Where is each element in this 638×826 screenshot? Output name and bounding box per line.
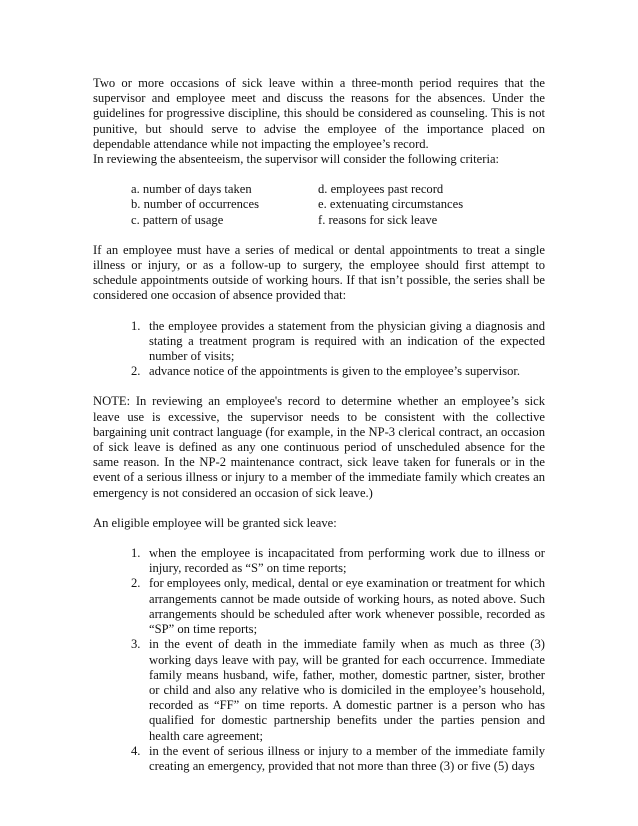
paragraph-criteria-intro: In reviewing the absenteeism, the supervisor will consider the following criteria: — [93, 152, 500, 167]
list-text: when the employee is incapacitated from performing work due to illness or injury, recorded as “S” on time reports; — [149, 546, 545, 576]
appointment-conditions-list — [131, 319, 545, 380]
list-item — [131, 576, 545, 637]
criteria-item: f. reasons for sick leave — [318, 212, 438, 227]
list-text: in the event of death in the immediate family when as much as three (3) working days leave with pay, will be granted for each occurrence. Immediate family means husband, wife, father, mother, domestic partner, sister, brother or child and also any relative who is domiciled in the employee’s household, recorded as “FF” on time reports. A domestic partner is a person who has qualified for domestic partnership benefits under the parties pension and health care agreement; — [149, 637, 545, 743]
list-text: in the event of serious illness or injury to a member of the immediate family creating an emergency, provided that not more than three (3) or five (5) days — [149, 743, 545, 773]
list-item — [131, 364, 545, 379]
list-number: 1. — [131, 318, 141, 333]
list-number: 1. — [131, 546, 141, 561]
paragraph-eligibility-intro: An eligible employee will be granted sick leave: — [93, 515, 337, 530]
criteria-list — [131, 182, 545, 228]
list-text: for employees only, medical, dental or eye examination or treatment for which arrangements cannot be made outside of working hours, as noted above. Such arrangements should be scheduled after work whenever possible, recorded as “SP” on time reports; — [149, 576, 545, 637]
criteria-item: a. number of days taken — [131, 182, 252, 197]
list-item — [131, 744, 545, 774]
criteria-item: b. number of occurrences — [131, 197, 259, 212]
list-item — [131, 319, 545, 365]
paragraph-sick-leave-occasions: Two or more occasions of sick leave within a three-month period requires that the supervisor and employee meet and discuss the reasons for the absences. Under the guidelines for progressive discipline, this should be considered as counseling. This is not punitive, but should serve to advise the employee of the importance placed on dependable attendance while not impacting the employee’s record. — [93, 76, 545, 151]
list-number: 3. — [131, 637, 141, 652]
document-body — [93, 76, 545, 774]
list-number: 2. — [131, 576, 141, 591]
list-number: 2. — [131, 364, 141, 379]
paragraph-appointments: If an employee must have a series of medical or dental appointments to treat a single illness or injury, or as a follow-up to surgery, the employee should first attempt to schedule appointments outside of working hours. If that isn’t possible, the series shall be considered one occasion of absence provided that: — [93, 242, 545, 303]
paragraph-note: NOTE: In reviewing an employee's record to determine whether an employee’s sick leave use is excessive, the supervisor needs to be consistent with the collective bargaining unit contract language (for example, in the NP-3 clerical contract, an occasion of sick leave is defined as any one continuous period of unscheduled absence for the same reason. In the NP-2 maintenance contract, sick leave taken for funerals or in the event of a serious illness or injury to a member of the immediate family which creates an emergency is not considered an occasion of sick leave.) — [93, 394, 545, 500]
criteria-item: d. employees past record — [318, 182, 444, 197]
sick-leave-grounds-list — [131, 546, 545, 774]
list-number: 4. — [131, 743, 141, 758]
criteria-item: e. extenuating circumstances — [318, 197, 464, 212]
list-item — [131, 637, 545, 743]
list-text: the employee provides a statement from the physician giving a diagnosis and stating a treatment program is required with an indication of the expected number of visits; — [149, 318, 545, 364]
list-item — [131, 546, 545, 576]
criteria-item: c. pattern of usage — [131, 212, 224, 227]
list-text: advance notice of the appointments is given to the employee’s supervisor. — [149, 364, 521, 379]
